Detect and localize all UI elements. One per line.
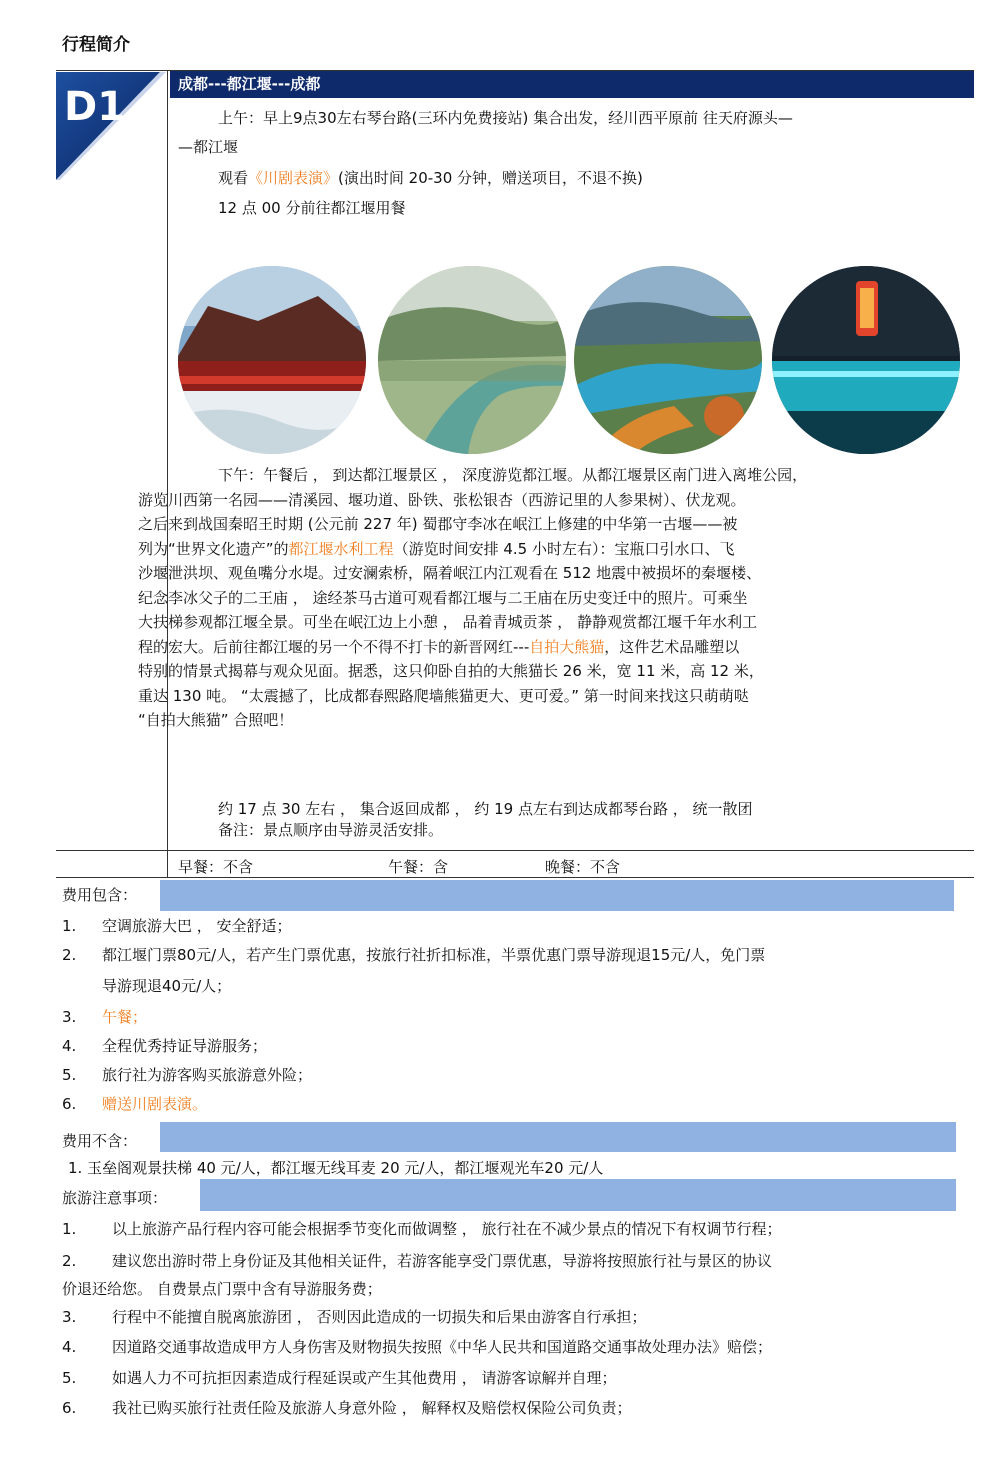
watch-prefix: 观看	[218, 169, 249, 187]
afternoon-text: 下午：午餐后 ， 到达都江堰景区 ， 深度游览都江堰。从都江堰景区南门进入离堆公园，	[218, 466, 808, 484]
fee-included-item	[62, 1035, 267, 1057]
remark: 备注：景点顺序由导游灵活安排。	[218, 821, 444, 839]
notes-item-continued: 价退还给您。 自费景点门票中含有导游服务费；	[62, 1280, 382, 1298]
afternoon-line	[138, 586, 966, 611]
item-text: 如遇人力不可抗拒因素造成行程延误或产生其他费用 ， 请游客谅解并自理；	[112, 1369, 617, 1387]
fee-included-item	[62, 944, 765, 966]
afternoon-text: 特别的情景式揭幕与观众见面。据悉，这只仰卧自拍的大熊猫长 26 米，宽 11 米，高 12 米，	[138, 662, 764, 680]
item-text: 我社已购买旅行社责任险及旅游人身意外险 ， 解释权及赔偿权保险公司负责；	[112, 1399, 632, 1417]
afternoon-text: 程的宏大。后前往都江堰的另一个不得不打卡的新晋网红---	[138, 637, 530, 656]
item-number: 6.	[62, 1095, 77, 1113]
afternoon-line	[138, 635, 966, 660]
item-number: 5.	[62, 1066, 77, 1084]
afternoon-line	[178, 463, 966, 488]
afternoon-text: ，这件艺术品雕塑以	[604, 637, 740, 656]
fee-included-item	[62, 1093, 207, 1115]
fee-included-item-continued: 导游现退40元/人；	[102, 977, 232, 995]
item-number: 5.	[62, 1369, 77, 1387]
item-text: 以上旅游产品行程内容可能会根据季节变化而做调整 ， 旅行社在不减少景点的情况下有权调节行程；	[112, 1220, 782, 1238]
afternoon-line	[138, 537, 966, 562]
item-number: 3.	[62, 1308, 77, 1326]
afternoon-text: 沙堰泄洪坝、观鱼嘴分水堤。过安澜索桥，隔着岷江内江观看在 512 地震中被损坏的秦堰楼、	[138, 564, 762, 582]
notes-bar	[200, 1179, 956, 1211]
afternoon-line	[138, 610, 966, 635]
item-text: 建议您出游时带上身份证及其他相关证件，若游客能享受门票优惠，导游将按照旅行社与景区的协议	[112, 1252, 773, 1270]
item-number: 3.	[62, 1008, 77, 1026]
night-lantern-image	[772, 266, 960, 454]
aerial-weir-image	[574, 266, 762, 454]
lunch-time-line: 12 点 00 分前往都江堰用餐	[218, 199, 406, 217]
river-valley-image	[378, 266, 566, 454]
fee-excluded-bar	[160, 1122, 956, 1152]
item-text: 空调旅游大巴 ， 安全舒适；	[102, 917, 292, 935]
afternoon-line	[138, 659, 966, 684]
item-number: 6.	[62, 1399, 77, 1417]
fee-included-item	[62, 915, 292, 937]
item-number: 4.	[62, 1037, 77, 1055]
afternoon-text: 之后来到战国秦昭王时期 (公元前 227 年) 蜀郡守李冰在岷江上修建的中华第一古堰——被	[138, 515, 738, 533]
section-title: 行程简介	[62, 35, 130, 55]
sichuan-opera-highlight: 《川剧表演》	[248, 169, 339, 187]
notes-item	[62, 1397, 632, 1419]
afternoon-text: “自拍大熊猫” 合照吧！	[138, 711, 294, 729]
notes-item	[62, 1218, 782, 1240]
item-number: 1.	[62, 1220, 77, 1238]
fee-excluded-item: 1. 玉垒阁观景扶梯 40 元/人，都江堰无线耳麦 20 元/人，都江堰观光车20 元/人	[68, 1159, 604, 1177]
item-text: 午餐；	[102, 1008, 148, 1026]
item-text: 全程优秀持证导游服务；	[102, 1037, 268, 1055]
meal-dinner: 晚餐：不含	[545, 858, 621, 876]
route-title: 成都---都江堰---成都	[170, 71, 974, 98]
item-text: 行程中不能擅自脱离旅游团 ， 否则因此造成的一切损失和后果由游客自行承担；	[112, 1308, 647, 1326]
item-text: 旅行社为游客购买旅游意外险；	[102, 1066, 313, 1084]
item-text: 赠送川剧表演。	[102, 1095, 208, 1113]
afternoon-text: 大扶梯参观都江堰全景。可坐在岷江边上小憩 ， 品着青城贡茶 ， 静静观赏都江堰千年水利工	[138, 613, 758, 631]
day-badge	[56, 72, 166, 180]
afternoon-line	[138, 684, 966, 709]
photo-night-lantern	[772, 266, 960, 454]
afternoon-text: 列为“世界文化遗产”的	[138, 539, 289, 558]
item-text: 因道路交通事故造成甲方人身伤害及财物损失按照《中华人民共和国道路交通事故处理办法》赔偿；	[112, 1338, 773, 1356]
return-info: 约 17 点 30 左右 ， 集合返回成都 ， 约 19 点左右到达成都琴台路 ， 统一散团	[218, 800, 753, 818]
item-number: 2.	[62, 946, 77, 964]
notes-item	[62, 1336, 772, 1358]
fee-included-item	[62, 1006, 147, 1028]
fee-excluded-label: 费用不含：	[62, 1132, 138, 1150]
afternoon-text: （游览时间安排 4.5 小时左右）：宝瓶口引水口、飞	[393, 539, 735, 558]
morning-line-1: 上午：早上9点30左右琴台路(三环内免费接站) 集合出发，经川西平原前 往天府源头—	[218, 109, 793, 127]
day-badge-graphic	[56, 72, 166, 180]
item-number: 4.	[62, 1338, 77, 1356]
notes-item	[62, 1306, 647, 1328]
day-column-divider	[167, 70, 168, 878]
afternoon-highlight: 自拍大熊猫	[529, 637, 605, 656]
afternoon-line	[138, 708, 966, 733]
meal-breakfast: 早餐：不含	[178, 858, 254, 876]
watch-suffix: (演出时间 20-30 分钟，赠送项目，不退不换)	[338, 169, 643, 187]
photo-river-valley	[378, 266, 566, 454]
fee-included-label: 费用包含：	[62, 886, 138, 904]
meal-lunch: 午餐：含	[388, 858, 449, 876]
notes-label: 旅游注意事项：	[62, 1189, 168, 1207]
item-number: 1.	[62, 917, 77, 935]
watch-line	[218, 167, 643, 189]
photo-aerial-weir	[574, 266, 762, 454]
afternoon-highlight: 都江堰水利工程	[288, 539, 394, 558]
notes-item	[62, 1250, 772, 1272]
notes-item	[62, 1367, 617, 1389]
fee-included-item	[62, 1064, 312, 1086]
afternoon-text: 重达 130 吨。 “太震撼了，比成都春熙路爬墙熊猫更大、更可爱。” 第一时间来找这只萌萌哒	[138, 686, 749, 705]
afternoon-paragraph	[138, 463, 966, 733]
afternoon-line	[138, 561, 966, 586]
afternoon-text: 游览川西第一名园——清溪园、堰功道、卧铁、张松银杏（西游记里的人参果树）、伏龙观。	[138, 490, 746, 509]
photo-covered-bridge	[178, 266, 366, 454]
fee-included-bar	[160, 880, 954, 911]
day-badge-label: D1	[64, 84, 126, 130]
afternoon-line	[138, 512, 966, 537]
item-number: 2.	[62, 1252, 77, 1270]
afternoon-line	[138, 488, 966, 513]
morning-line-2: —都江堰	[178, 138, 239, 156]
item-text: 都江堰门票80元/人，若产生门票优惠，按旅行社折扣标准，半票优惠门票导游现退15元/人，免门票	[102, 946, 766, 964]
covered-bridge-image	[178, 266, 366, 454]
afternoon-text: 纪念李冰父子的二王庙 ， 途经茶马古道可观看都江堰与二王庙在历史变迁中的照片。可乘坐	[138, 588, 748, 607]
